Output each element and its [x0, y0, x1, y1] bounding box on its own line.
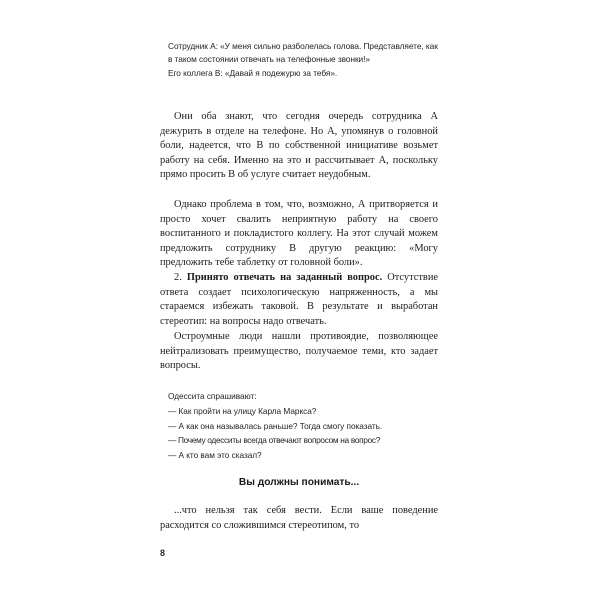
body-paragraph-5 [160, 504, 438, 533]
page-number: 8 [160, 548, 166, 558]
paragraph-text: Отсутствие ответа создает психологическую напряженность, а мы стараемся избежать таковой. В результате и выработан стереотип: на вопросы надо отвечать. [160, 272, 438, 327]
body-paragraph-4 [160, 330, 438, 374]
paragraph-text: Однако проблема в том, что, возможно, А притворяется и просто хочет свалить неприятную работу на своего воспитанного и покладистого коллегу. На этот случай можем предложить сотруднику В другую реакцию: «Могу предложить тебе таблетку от головной боли». [160, 199, 438, 269]
numbered-paragraph [160, 271, 438, 329]
body-paragraph-1 [160, 110, 438, 183]
dialogue-line: — Почему одесситы всегда отвечают вопросом на вопрос? [168, 435, 381, 446]
paragraph-text: Они оба знают, что сегодня очередь сотрудника А дежурить в отделе на телефоне. Но А, упомянув о головной боли, надеется, что В по собственной инициативе возьмет работу на себя. Именно на это и рассчитывает А, поскольку прямо просить В об услуге считает неудобным. [160, 111, 438, 181]
dialogue-line: — А как она называлась раньше? Тогда смогу показать. [168, 420, 383, 431]
body-paragraph-3 [160, 271, 438, 329]
quote-block-inner [168, 40, 438, 80]
lead-in-bold: Принято отвечать на заданный вопрос. [186, 272, 383, 283]
paragraph-text: ...что нельзя так себя вести. Если ваше поведение расходится со сложившимся стереотипом, то [160, 505, 438, 531]
quote-block [160, 40, 438, 80]
quote-line-1: Сотрудник А: «У меня сильно разболелась голова. Представляете, как в таком состоянии отвечать на телефонные звонки!» [168, 41, 438, 64]
paragraph-text: Остроумные люди нашли противоядие, позволяющее нейтрализовать преимущество, получаемое теми, кто задает вопросы. [160, 331, 438, 372]
dialogue-block [160, 390, 438, 462]
dialogue-line: — Как пройти на улицу Карла Маркса? [168, 405, 317, 416]
body-paragraph-2 [160, 198, 438, 271]
quote-line-2: Его коллега В: «Давай я подежурю за тебя». [168, 68, 338, 79]
dialogue-block-inner [168, 390, 438, 462]
section-heading: Вы должны понимать... [238, 477, 360, 488]
dialogue-intro: Одессита спрашивают: [168, 391, 257, 401]
dialogue-line: — А кто вам это сказал? [168, 450, 262, 461]
section-heading-wrapper [160, 477, 438, 488]
list-number: 2. [174, 272, 182, 283]
